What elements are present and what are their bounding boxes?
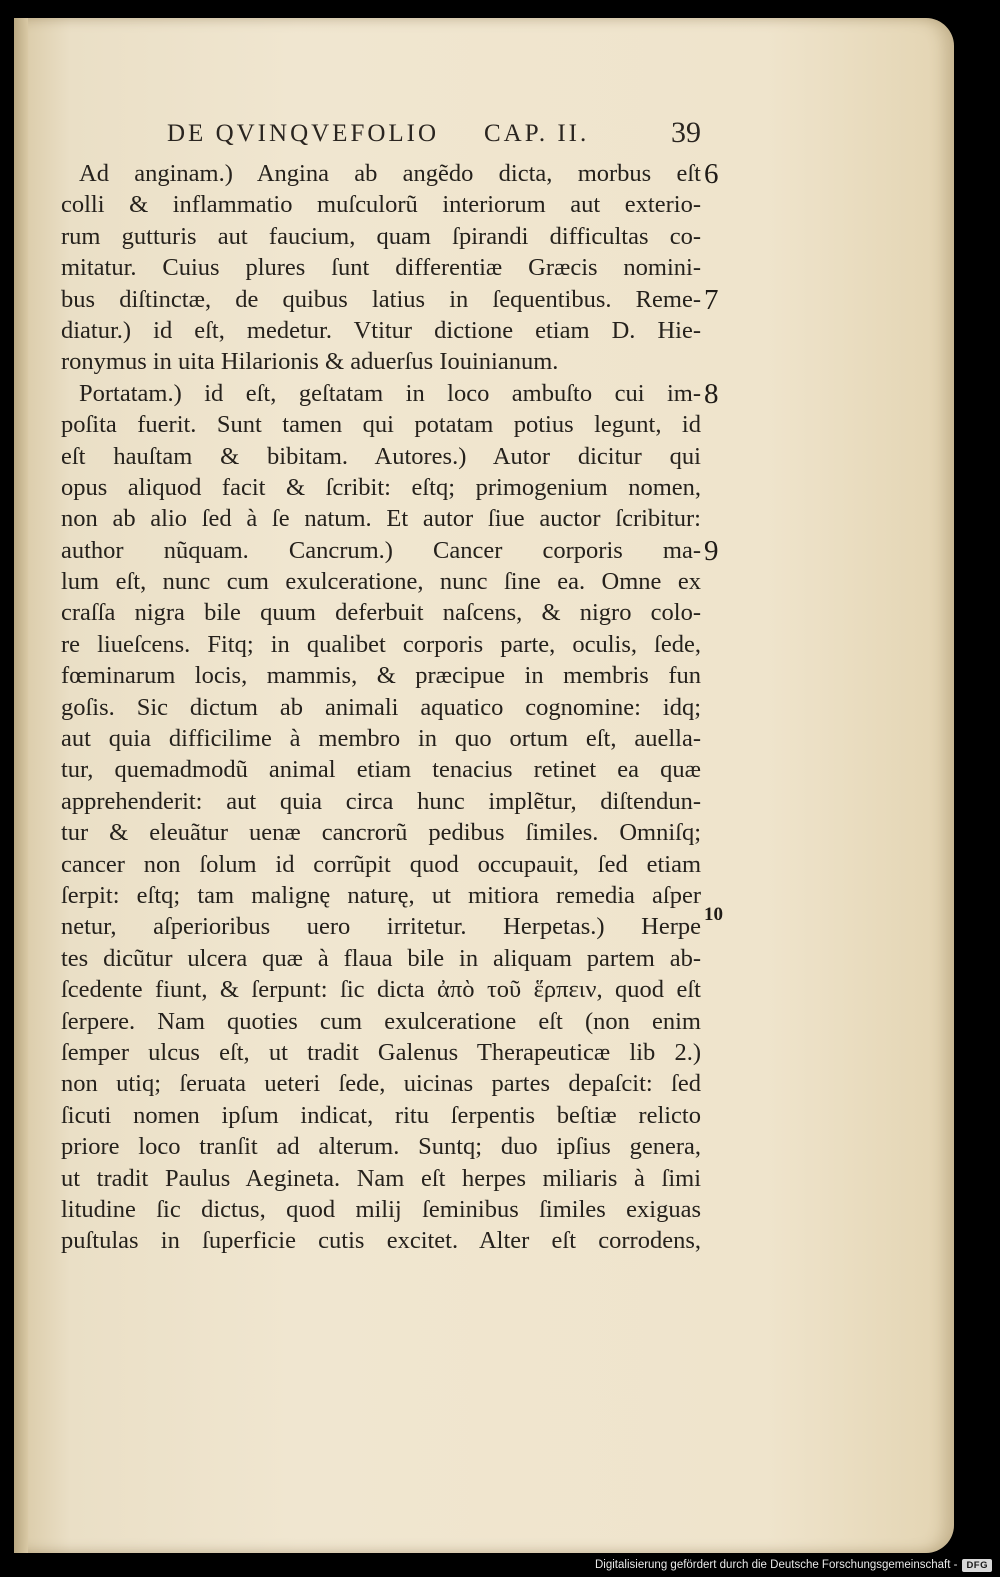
text-line: puſtulas in ſuperficie cutis excitet. Alter eſt corrodens, bbox=[61, 1227, 701, 1255]
text-line: rum gutturis aut faucium, quam ſpirandi difficultas co- bbox=[61, 222, 701, 250]
text-line: lum eſt, nunc cum exulceratione, nunc ſine ea. Omne ex bbox=[61, 568, 701, 596]
text-line: ſerpere. Nam quoties cum exulceratione eſt (non enim bbox=[61, 1007, 701, 1035]
text-line: ut tradit Paulus Aegineta. Nam eſt herpes miliaris à ſimi bbox=[61, 1164, 701, 1192]
text-line: Portatam.) id eſt, geſtatam in loco ambuſto cui im- bbox=[79, 379, 701, 407]
text-line: non utiq; ſeruata ueteri ſede, uicinas partes depaſcit: ſed bbox=[61, 1070, 701, 1098]
text-line: non ab alio ſed à ſe natum. Et autor ſiue auctor ſcribitur: bbox=[61, 505, 701, 533]
text-line: eſt hauſtam & bibitam. Autores.) Autor dicitur qui bbox=[61, 442, 701, 470]
text-line: ſerpit: eſtq; tam malignę naturę, ut mitiora remedia aſper bbox=[61, 881, 701, 909]
text-line: re liueſcens. Fitq; in qualibet corporis parte, oculis, ſede, bbox=[61, 630, 701, 658]
margin-note: 9 bbox=[704, 535, 719, 567]
page-number: 39 bbox=[671, 116, 701, 149]
text-line: ſicuti nomen ipſum indicat, ritu ſerpentis beſtiæ relicto bbox=[61, 1101, 701, 1129]
text-line: aut quia difficilime à membro in quo ortum eſt, auella- bbox=[61, 725, 701, 753]
text-line: diatur.) id eſt, medetur. Vtitur dictione etiam D. Hie- bbox=[61, 316, 701, 344]
text-line: tur, quemadmodũ animal etiam tenacius retinet ea quæ bbox=[61, 756, 701, 784]
text-line: litudine ſic dictus, quod milij ſeminibus ſimiles exiguas bbox=[61, 1195, 701, 1223]
text-line: ronymus in uita Hilarionis & aduerſus Iouinianum. bbox=[61, 348, 559, 376]
running-head-title: DE QVINQVEFOLIO bbox=[167, 120, 440, 147]
text-line: ſemper ulcus eſt, ut tradit Galenus Therapeuticæ lib 2.) bbox=[61, 1038, 701, 1066]
running-head-chapter: CAP. II. bbox=[484, 120, 590, 147]
margin-note: 8 bbox=[704, 378, 719, 410]
margin-note: 7 bbox=[704, 284, 719, 316]
text-line: colli & inflammatio muſculorũ interiorum aut exterio- bbox=[61, 191, 701, 219]
text-line: mitatur. Cuius plures ſunt differentiæ Græcis nomini- bbox=[61, 254, 701, 282]
running-head bbox=[159, 110, 711, 154]
text-line: craſſa nigra bile quum deferbuit naſcens, & nigro colo- bbox=[61, 599, 701, 627]
text-line: tur & eleuãtur uenæ cancrorũ pedibus ſimiles. Omniſq; bbox=[61, 819, 701, 847]
body-text bbox=[61, 158, 701, 1257]
footer-text: Digitalisierung gefördert durch die Deutsche Forschungsgemeinschaft - bbox=[595, 1559, 958, 1571]
text-line: apprehenderit: aut quia circa hunc implẽtur, diſtendun- bbox=[61, 787, 701, 815]
text-line: opus aliquod facit & ſcribit: eſtq; primogenium nomen, bbox=[61, 473, 701, 501]
text-line: tes dicũtur ulcera quæ à flaua bile in aliquam partem ab- bbox=[61, 944, 701, 972]
margin-note: 10 bbox=[704, 904, 723, 925]
book-page bbox=[14, 18, 954, 1553]
text-line: fœminarum locis, mammis, & præcipue in membris fun bbox=[61, 662, 701, 690]
dfg-logo: DFG bbox=[962, 1559, 992, 1572]
text-line: goſis. Sic dictum ab animali aquatico cognomine: idq; bbox=[61, 693, 701, 721]
text-line: author nũquam. Cancrum.) Cancer corporis ma- bbox=[61, 536, 701, 564]
text-line: ſcedente fiunt, & ſerpunt: ſic dicta ἀπὸ τοῦ ἕρπειν, quod eſt bbox=[61, 976, 701, 1004]
text-line: priore loco tranſit ad alterum. Suntq; duo ipſius genera, bbox=[61, 1133, 701, 1161]
text-line: netur, aſperioribus uero irritetur. Herpetas.) Herpe bbox=[61, 913, 701, 941]
margin-note: 6 bbox=[704, 158, 719, 190]
text-line: cancer non ſolum id corrũpit quod occupauit, ſed etiam bbox=[61, 850, 701, 878]
text-line: Ad anginam.) Angina ab angẽdo dicta, morbus eſt bbox=[79, 160, 701, 187]
digitization-footer bbox=[595, 1556, 992, 1574]
text-line: bus diſtinctæ, de quibus latius in ſequentibus. Reme- bbox=[61, 285, 701, 313]
text-line: poſita fuerit. Sunt tamen qui potatam potius legunt, id bbox=[61, 411, 701, 439]
